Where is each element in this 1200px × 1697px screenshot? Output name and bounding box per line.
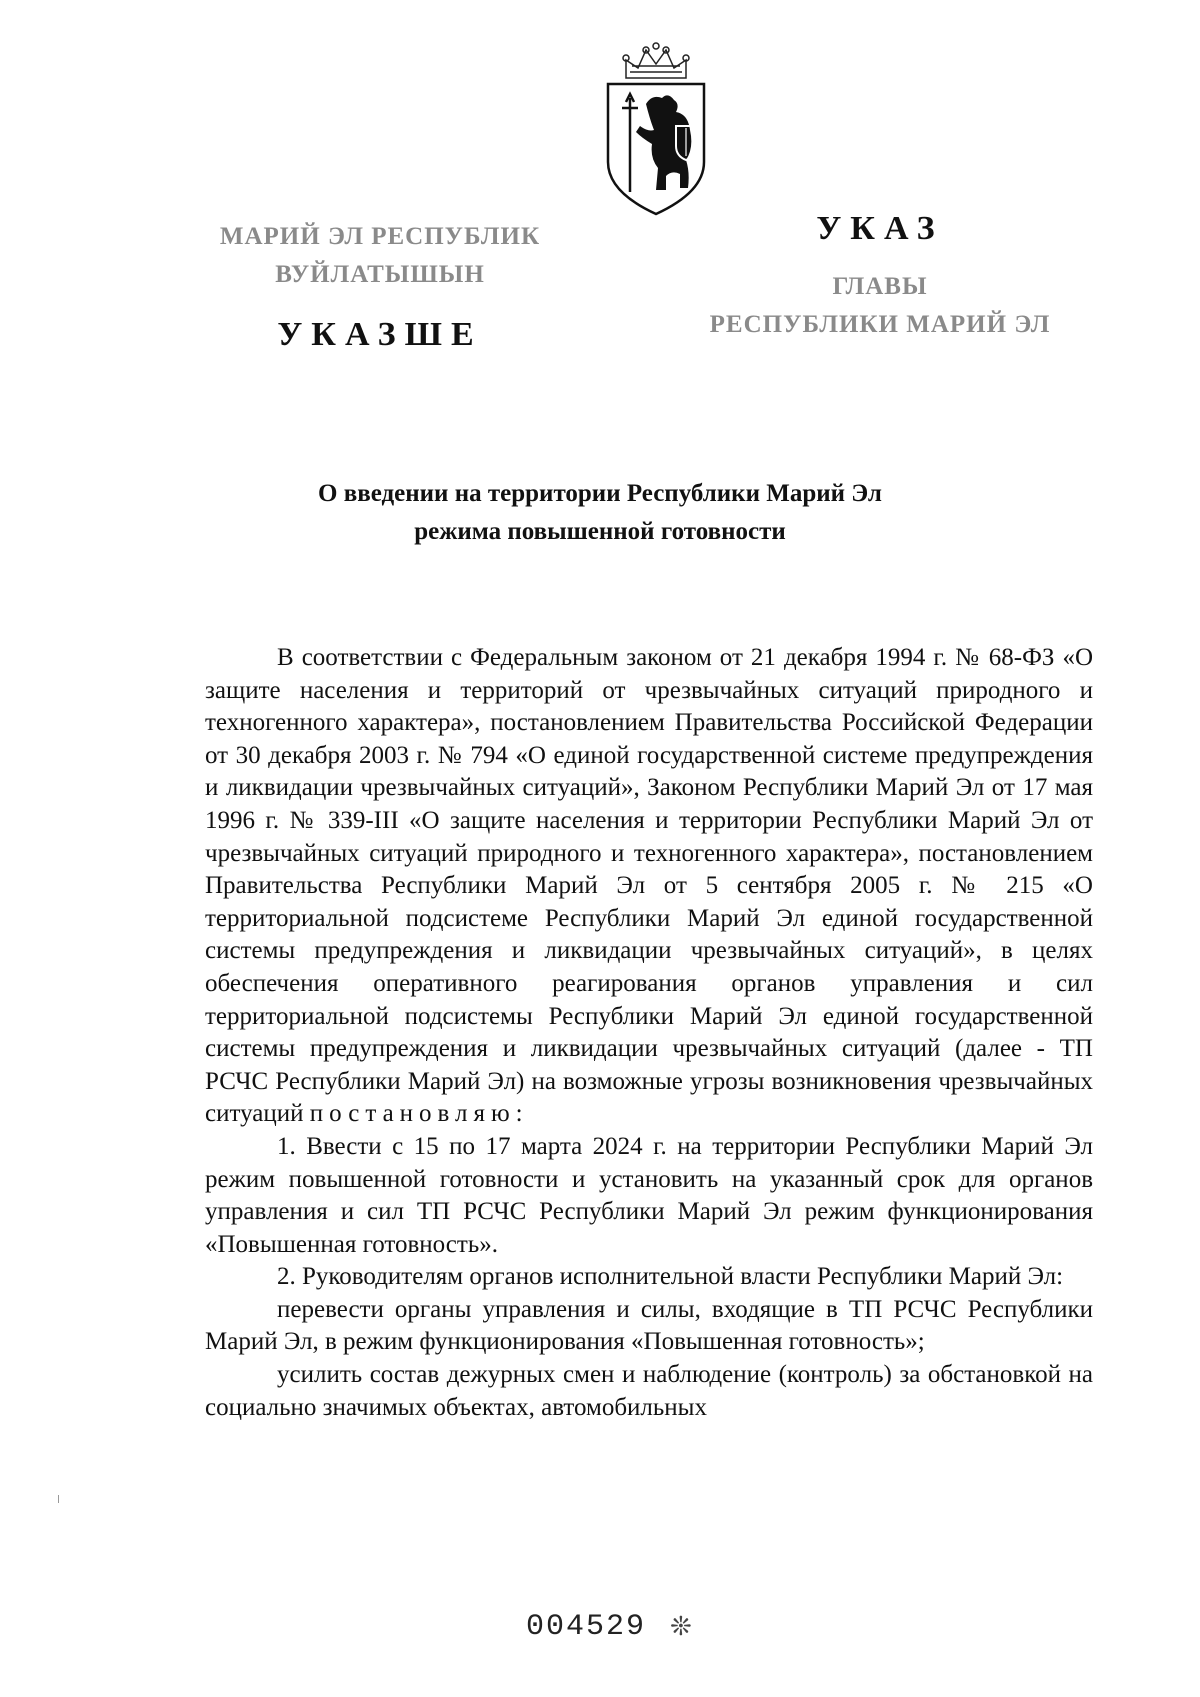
item-1-paragraph: 1. Ввести с 15 по 17 марта 2024 г. на территории Республики Марий Эл режим повышенной готовности и установить на указанный срок для органов управления и сил ТП РСЧС Республики Марий Эл режим функционирования «Повышенная готовность». xyxy=(205,1132,1093,1258)
document-title-line-1: О введении на территории Республики Марий Эл xyxy=(318,480,882,507)
header-right-block xyxy=(680,210,1080,344)
header-left-line-1: МАРИЙ ЭЛ РЕСПУБЛИК xyxy=(219,223,541,250)
document-title xyxy=(200,475,1000,551)
margin-mark xyxy=(58,1495,59,1503)
header-right-line-2: РЕСПУБЛИКИ МАРИЙ ЭЛ xyxy=(709,311,1051,338)
decree-word: постановляю: xyxy=(309,1100,529,1128)
document-body xyxy=(205,642,1093,1424)
document-serial-number: 004529 xyxy=(526,1610,647,1644)
preamble-paragraph xyxy=(205,642,1093,1131)
header-right-line-1: ГЛАВЫ xyxy=(832,273,928,300)
document-title-line-2: режима повышенной готовности xyxy=(414,518,786,545)
coat-of-arms-emblem-icon xyxy=(596,42,716,222)
header-left-title: УКАЗШЕ xyxy=(277,316,483,353)
item-2a-paragraph: перевести органы управления и силы, входящие в ТП РСЧС Республики Марий Эл, в режим функционирования «Повышенная готовность»; xyxy=(205,1295,1093,1356)
header-left-block xyxy=(190,218,570,354)
header-left-line-2: ВУЙЛАТЫШЫН xyxy=(275,261,485,288)
item-2b-paragraph: усилить состав дежурных смен и наблюдение (контроль) за обстановкой на социально значимых объектах, автомобильных xyxy=(205,1361,1093,1421)
preamble-text: В соответствии с Федеральным законом от 21 декабря 1994 г. № 68-ФЗ «О защите населения и территорий от чрезвычайных ситуаций природного и техногенного характера», постановлением Правительства Российской Федерации от 30 декабря 2003 г. № 794 «О единой государственной системе предупреждения и ликвидации чрезвычайных ситуаций», Законом Республики Марий Эл от 17 мая 1996 г. № 339-III «О защите населения и территории Республики Марий Эл от чрезвычайных ситуаций природного и техногенного характера», постановлением Правительства Республики Марий Эл от 5 сентября 2005 г. № 215 «О территориальной подсистеме Республики Марий Эл единой государственной системы предупреждения и ликвидации чрезвычайных ситуаций», в целях обеспечения оперативного реагирования органов управления и сил территориальной подсистемы Республики Марий Эл единой государственной системы предупреждения и ликвидации чрезвычайных ситуаций (далее - ТП РСЧС Республики Марий Эл) на возможные угрозы возникновения чрезвычайных ситуаций xyxy=(205,644,1093,1128)
serial-mark-icon: ❊ xyxy=(670,1612,692,1641)
item-2-paragraph: 2. Руководителям органов исполнительной власти Республики Марий Эл: xyxy=(277,1263,1064,1291)
header-right-title: УКАЗ xyxy=(816,210,944,247)
